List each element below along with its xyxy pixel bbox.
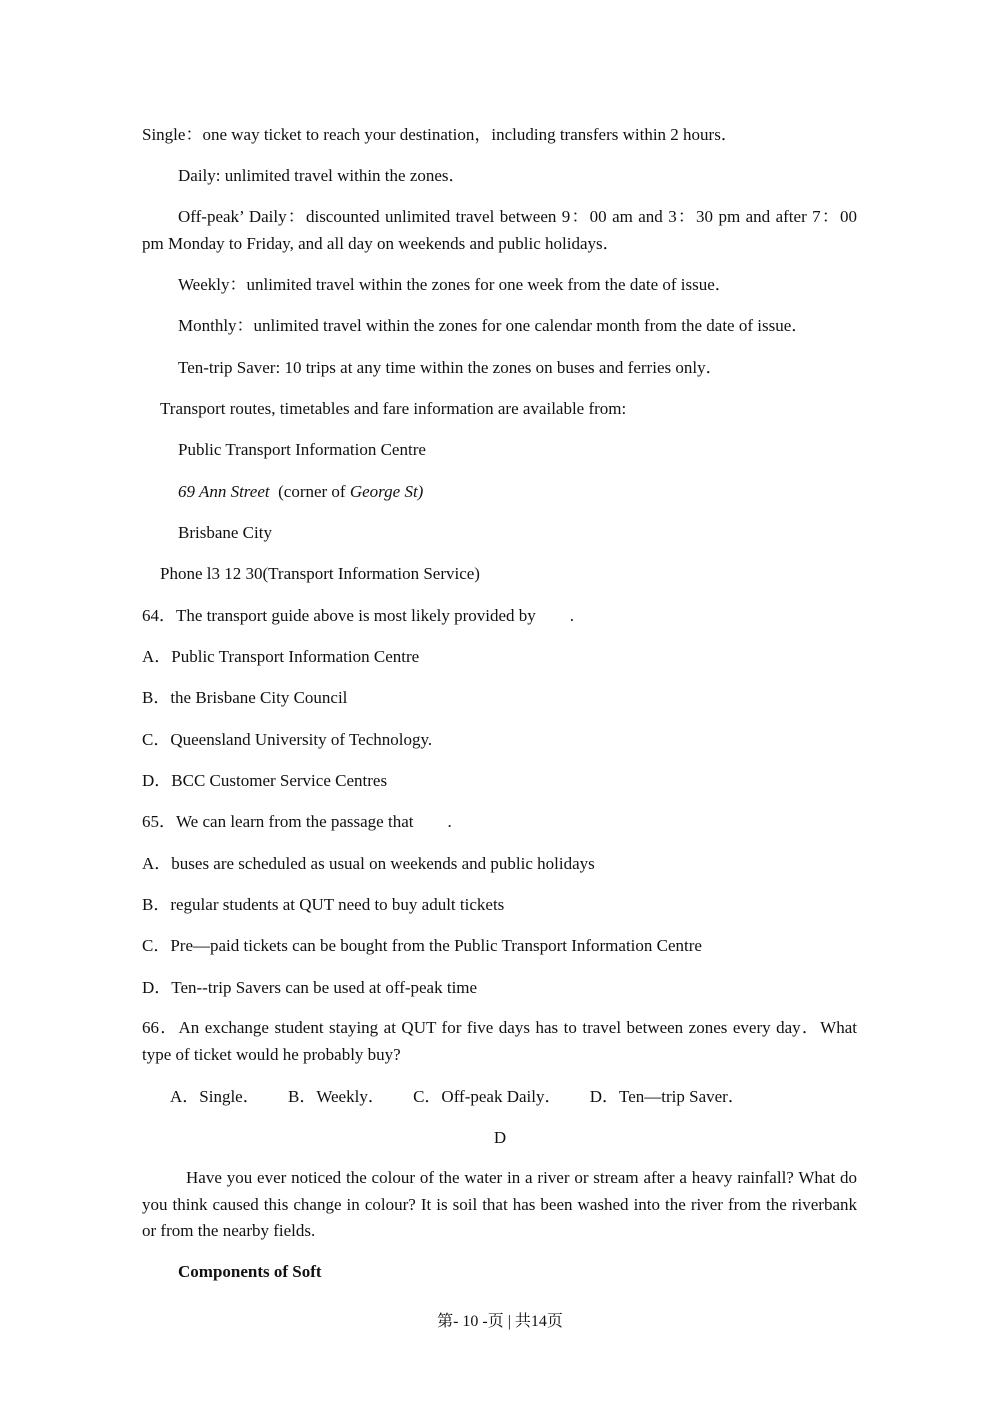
question-64-option-d: D．BCC Customer Service Centres	[142, 771, 388, 790]
question-64-option-b: B．the Brisbane City Council	[142, 688, 348, 707]
question-66-option-a: A．Single．	[170, 1087, 260, 1106]
info-phone: Phone l3 12 30(Transport Information Service)	[160, 564, 480, 583]
ticket-tentrip: Ten-trip Saver: 10 trips at any time within the zones on buses and ferries only．	[178, 358, 723, 377]
question-65-option-b: B．regular students at QUT need to buy adult tickets	[142, 895, 505, 914]
ticket-offpeak: Off-peak’ Daily：discounted unlimited travel between 9：00 am and 3：30 pm and after 7：00 pm Monday to Friday, and all day on weekends and public holidays．	[142, 207, 857, 253]
question-64-option-a: A．Public Transport Information Centre	[142, 647, 420, 666]
section-d-paragraph: Have you ever noticed the colour of the water in a river or stream after a heavy rainfall? What do you think caused this change in colour? It is soil that has been washed into the river from the riverbank or from the nearby fields.	[142, 1168, 857, 1240]
section-d-heading: Components of Soft	[178, 1262, 322, 1281]
info-intro: Transport routes, timetables and fare information are available from:	[160, 399, 627, 418]
question-66-option-b: B．Weekly．	[287, 1087, 385, 1106]
info-corner-prefix: (corner of	[278, 482, 350, 501]
info-street: 69 Ann Street	[178, 482, 270, 501]
question-65-option-c: C．Pre—paid tickets can be bought from the Public Transport Information Centre	[142, 936, 702, 955]
info-address	[178, 481, 423, 503]
question-64-option-c: C．Queensland University of Technology.	[142, 730, 433, 749]
question-66-options	[170, 1086, 745, 1108]
ticket-single: Single：one way ticket to reach your destination，including transfers within 2 hours．	[142, 125, 738, 144]
info-centre: Public Transport Information Centre	[178, 440, 426, 459]
ticket-daily: Daily: unlimited travel within the zones．	[178, 166, 466, 185]
info-city: Brisbane City	[178, 523, 272, 542]
ticket-weekly: Weekly：unlimited travel within the zones for one week from the date of issue．	[178, 275, 732, 294]
question-66-option-c: C．Off-peak Daily．	[413, 1087, 562, 1106]
ticket-monthly: Monthly：unlimited travel within the zones for one calendar month from the date of issue．	[178, 316, 809, 335]
question-65-stem: 65．We can learn from the passage that .	[142, 812, 452, 831]
page-footer: 第- 10 -页 | 共14页	[437, 1313, 563, 1330]
info-corner-street: George St)	[349, 482, 424, 501]
question-64-stem: 64．The transport guide above is most likely provided by .	[142, 606, 575, 625]
question-65-option-d: D．Ten--trip Savers can be used at off-peak time	[142, 978, 478, 997]
section-d-label: D	[493, 1128, 507, 1147]
question-66-stem: 66．An exchange student staying at QUT for five days has to travel between zones every day．What type of ticket would he probably buy?	[142, 1018, 857, 1064]
question-66-option-d: D．Ten—trip Saver．	[589, 1087, 745, 1106]
question-65-option-a: A．buses are scheduled as usual on weekends and public holidays	[142, 854, 595, 873]
